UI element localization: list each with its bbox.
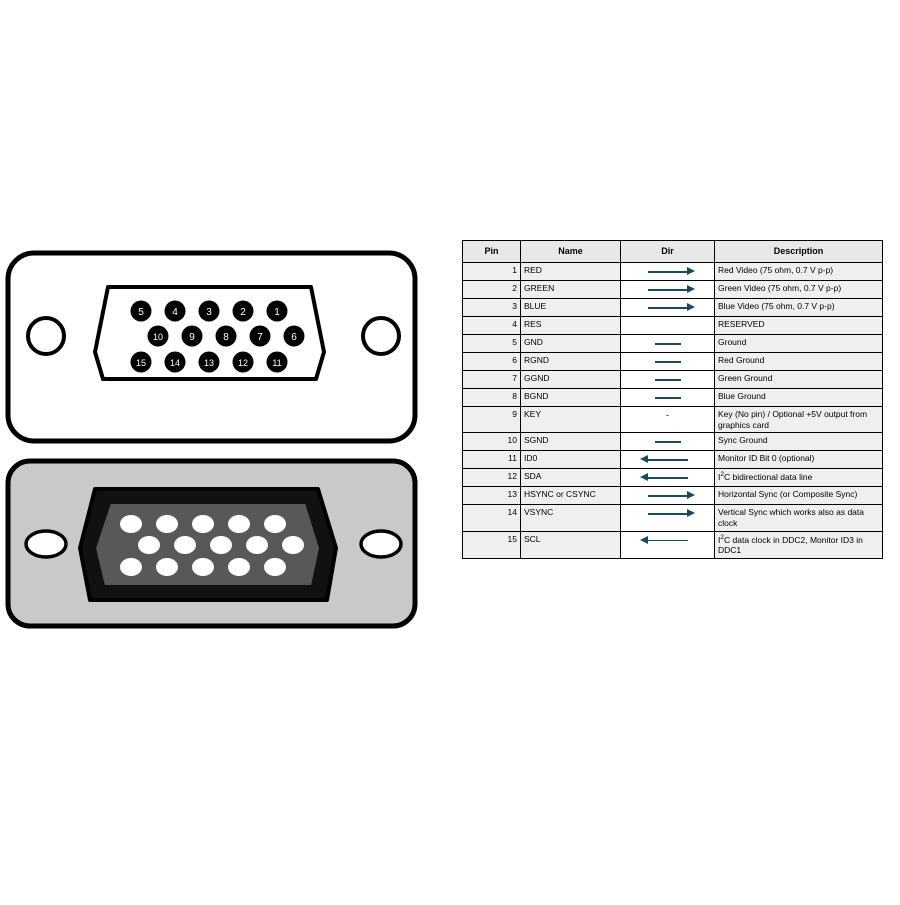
table-row — [463, 353, 883, 371]
arrow-right-icon — [624, 507, 711, 519]
table-row — [463, 299, 883, 317]
cell-name: GGND — [521, 371, 621, 389]
pinout-table-panel — [462, 240, 882, 559]
table-row — [463, 371, 883, 389]
cell-name: GREEN — [521, 281, 621, 299]
cell-name: SDA — [521, 469, 621, 487]
svg-text:8: 8 — [223, 332, 229, 343]
cell-description: Blue Video (75 ohm, 0.7 V p-p) — [715, 299, 883, 317]
table-row — [463, 469, 883, 487]
arrow-right-icon — [624, 489, 711, 501]
cell-dir — [621, 335, 715, 353]
cell-description: Horizontal Sync (or Composite Sync) — [715, 487, 883, 505]
table-row — [463, 281, 883, 299]
cell-pin: 9 — [463, 407, 521, 433]
cell-dir — [621, 451, 715, 469]
cell-dir — [621, 371, 715, 389]
vga-socket-outline — [8, 253, 415, 441]
cell-pin: 15 — [463, 531, 521, 558]
cell-name: RED — [521, 263, 621, 281]
cell-description: Sync Ground — [715, 433, 883, 451]
ground-bar-icon — [624, 373, 711, 385]
cell-description: Green Ground — [715, 371, 883, 389]
dash-mark: - — [666, 410, 669, 420]
cell-name: SGND — [521, 433, 621, 451]
cell-name: RGND — [521, 353, 621, 371]
svg-text:15: 15 — [135, 358, 147, 368]
column-header-desc: Description — [715, 241, 883, 263]
cell-pin: 2 — [463, 281, 521, 299]
cell-description: Red Ground — [715, 353, 883, 371]
svg-text:11: 11 — [272, 358, 282, 368]
arrow-left-icon — [624, 453, 711, 465]
table-row — [463, 433, 883, 451]
cell-description: Blue Ground — [715, 389, 883, 407]
cell-description: $I^2C$ bidirectional data line — [715, 469, 883, 487]
column-header-dir: Dir — [621, 241, 715, 263]
ground-bar-icon — [624, 391, 711, 403]
column-header-pin: Pin — [463, 241, 521, 263]
svg-text:14: 14 — [169, 358, 181, 368]
arrow-left-icon — [624, 471, 711, 483]
ground-bar-icon — [624, 337, 711, 349]
table-header-row — [463, 241, 883, 263]
table-row — [463, 317, 883, 335]
cell-pin: 4 — [463, 317, 521, 335]
cell-description: RESERVED — [715, 317, 883, 335]
cell-description: Red Video (75 ohm, 0.7 V p-p) — [715, 263, 883, 281]
cell-pin: 7 — [463, 371, 521, 389]
cell-description: Ground — [715, 335, 883, 353]
svg-text:12: 12 — [237, 358, 249, 368]
cell-pin: 8 — [463, 389, 521, 407]
table-row — [463, 263, 883, 281]
cell-name: GND — [521, 335, 621, 353]
cell-description: Key (No pin) / Optional +5V output from graphics card — [715, 407, 883, 433]
cell-dir — [621, 317, 715, 335]
svg-text:3: 3 — [206, 307, 212, 318]
svg-text:13: 13 — [203, 358, 215, 368]
vga-connector-shell — [8, 461, 415, 626]
svg-text:7: 7 — [257, 332, 263, 343]
pinout-table-body — [463, 263, 883, 559]
table-row — [463, 505, 883, 531]
arrow-right-icon — [624, 265, 711, 277]
pinout-table — [462, 240, 883, 559]
cell-dir — [621, 281, 715, 299]
cell-name: BLUE — [521, 299, 621, 317]
cell-dir — [621, 407, 715, 433]
cell-pin: 10 — [463, 433, 521, 451]
table-row — [463, 407, 883, 433]
connector-illustrations — [0, 0, 450, 900]
svg-text:4: 4 — [172, 307, 178, 318]
table-row — [463, 451, 883, 469]
cell-description: Vertical Sync which works also as data clock — [715, 505, 883, 531]
cell-name: VSYNC — [521, 505, 621, 531]
svg-text:9: 9 — [189, 332, 195, 343]
cell-name: HSYNC or CSYNC — [521, 487, 621, 505]
arrow-right-icon — [624, 301, 711, 313]
cell-dir — [621, 531, 715, 558]
cell-pin: 12 — [463, 469, 521, 487]
svg-text:10: 10 — [152, 332, 164, 342]
cell-dir — [621, 389, 715, 407]
cell-dir — [621, 505, 715, 531]
cell-description: $I^2C$ data clock in DDC2, Monitor ID3 in DDC1 — [715, 531, 883, 558]
cell-dir — [621, 353, 715, 371]
table-row — [463, 389, 883, 407]
cell-description: Green Video (75 ohm, 0.7 V p-p) — [715, 281, 883, 299]
cell-name: BGND — [521, 389, 621, 407]
svg-text:1: 1 — [274, 307, 280, 318]
ground-bar-icon — [624, 435, 711, 447]
cell-pin: 13 — [463, 487, 521, 505]
svg-text:2: 2 — [240, 307, 246, 318]
svg-text:5: 5 — [138, 307, 144, 318]
cell-name: RES — [521, 317, 621, 335]
cell-dir — [621, 433, 715, 451]
ground-bar-icon — [624, 355, 711, 367]
cell-dir — [621, 487, 715, 505]
cell-pin: 6 — [463, 353, 521, 371]
cell-pin: 11 — [463, 451, 521, 469]
cell-dir — [621, 263, 715, 281]
svg-text:6: 6 — [291, 332, 297, 343]
table-row — [463, 531, 883, 558]
table-row — [463, 335, 883, 353]
column-header-name: Name — [521, 241, 621, 263]
arrow-left-icon — [624, 534, 711, 546]
arrow-right-icon — [624, 283, 711, 295]
cell-dir — [621, 299, 715, 317]
cell-description: Monitor ID Bit 0 (optional) — [715, 451, 883, 469]
cell-dir — [621, 469, 715, 487]
cell-pin: 1 — [463, 263, 521, 281]
no-direction — [624, 319, 711, 331]
cell-pin: 3 — [463, 299, 521, 317]
cell-name: SCL — [521, 531, 621, 558]
table-row — [463, 487, 883, 505]
cell-pin: 5 — [463, 335, 521, 353]
cell-name: ID0 — [521, 451, 621, 469]
cell-pin: 14 — [463, 505, 521, 531]
vga-connector-svg — [0, 0, 450, 900]
cell-name: KEY — [521, 407, 621, 433]
